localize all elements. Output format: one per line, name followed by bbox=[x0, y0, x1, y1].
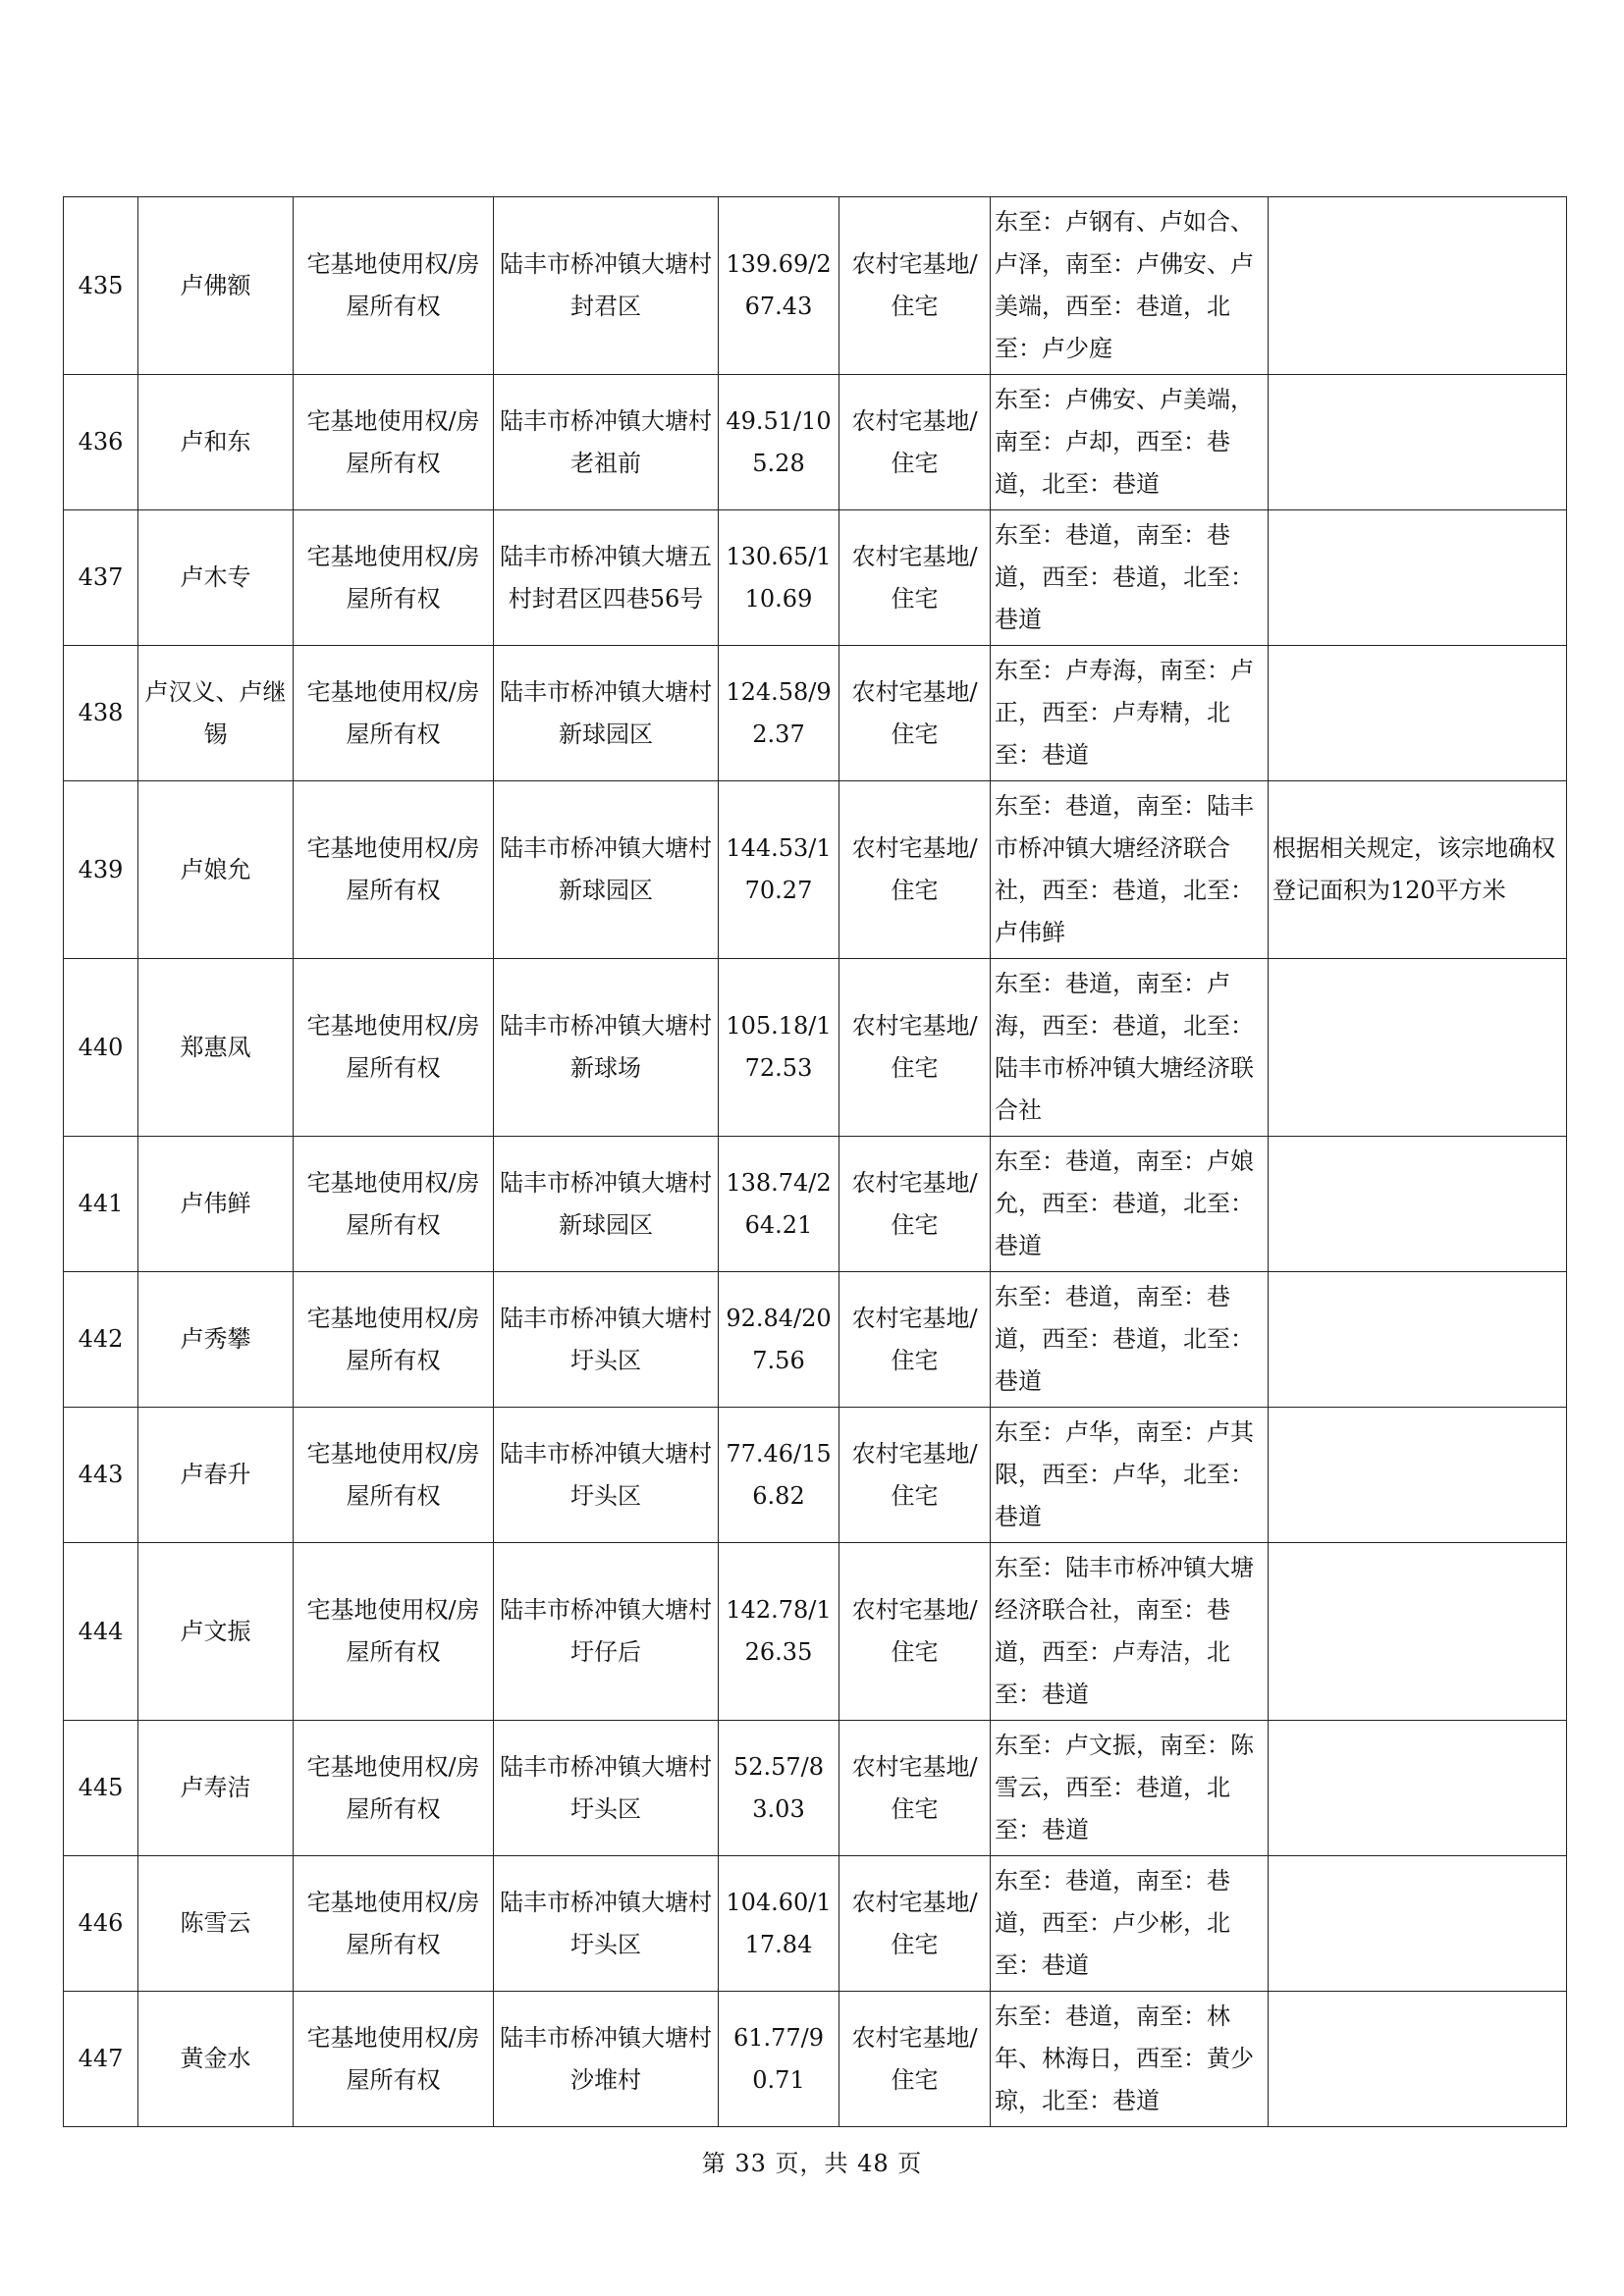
note-cell bbox=[1269, 1408, 1567, 1543]
land-use-cell: 农村宅基地/住宅 bbox=[839, 1721, 991, 1856]
record-number-cell: 445 bbox=[64, 1721, 138, 1856]
note-cell bbox=[1269, 1992, 1567, 2127]
record-number-cell: 442 bbox=[64, 1272, 138, 1408]
owner-name-cell: 卢文振 bbox=[138, 1543, 294, 1721]
boundary-cell: 东至：巷道，南至：林年、林海日，西至：黄少琼，北至：巷道 bbox=[991, 1992, 1269, 2127]
note-cell bbox=[1269, 375, 1567, 510]
note-cell bbox=[1269, 1856, 1567, 1992]
right-type-cell: 宅基地使用权/房屋所有权 bbox=[294, 1408, 494, 1543]
land-use-cell: 农村宅基地/住宅 bbox=[839, 1543, 991, 1721]
owner-name-cell: 卢木专 bbox=[138, 510, 294, 646]
area-cell: 142.78/126.35 bbox=[719, 1543, 839, 1721]
right-type-cell: 宅基地使用权/房屋所有权 bbox=[294, 1543, 494, 1721]
table-row bbox=[64, 1543, 1567, 1721]
table-row bbox=[64, 1272, 1567, 1408]
boundary-cell: 东至：巷道，南至：卢娘允，西至：巷道，北至：巷道 bbox=[991, 1137, 1269, 1272]
right-type-cell: 宅基地使用权/房屋所有权 bbox=[294, 1137, 494, 1272]
area-cell: 139.69/267.43 bbox=[719, 197, 839, 375]
location-cell: 陆丰市桥冲镇大塘村新球园区 bbox=[494, 646, 719, 781]
note-cell bbox=[1269, 1137, 1567, 1272]
location-cell: 陆丰市桥冲镇大塘村老祖前 bbox=[494, 375, 719, 510]
land-use-cell: 农村宅基地/住宅 bbox=[839, 375, 991, 510]
owner-name-cell: 卢娘允 bbox=[138, 781, 294, 959]
area-cell: 77.46/156.82 bbox=[719, 1408, 839, 1543]
boundary-cell: 东至：卢佛安、卢美端，南至：卢却，西至：巷道，北至：巷道 bbox=[991, 375, 1269, 510]
table-row bbox=[64, 959, 1567, 1137]
area-cell: 49.51/105.28 bbox=[719, 375, 839, 510]
owner-name-cell: 卢春升 bbox=[138, 1408, 294, 1543]
right-type-cell: 宅基地使用权/房屋所有权 bbox=[294, 1992, 494, 2127]
note-cell bbox=[1269, 1272, 1567, 1408]
right-type-cell: 宅基地使用权/房屋所有权 bbox=[294, 959, 494, 1137]
boundary-cell: 东至：巷道，南至：巷道，西至：卢少彬，北至：巷道 bbox=[991, 1856, 1269, 1992]
record-number-cell: 443 bbox=[64, 1408, 138, 1543]
area-cell: 124.58/92.37 bbox=[719, 646, 839, 781]
registry-table bbox=[63, 196, 1567, 2127]
record-number-cell: 446 bbox=[64, 1856, 138, 1992]
boundary-cell: 东至：卢文振，南至：陈雪云，西至：巷道，北至：巷道 bbox=[991, 1721, 1269, 1856]
land-use-cell: 农村宅基地/住宅 bbox=[839, 510, 991, 646]
owner-name-cell: 卢伟鲜 bbox=[138, 1137, 294, 1272]
land-use-cell: 农村宅基地/住宅 bbox=[839, 1992, 991, 2127]
record-number-cell: 440 bbox=[64, 959, 138, 1137]
right-type-cell: 宅基地使用权/房屋所有权 bbox=[294, 1856, 494, 1992]
right-type-cell: 宅基地使用权/房屋所有权 bbox=[294, 197, 494, 375]
location-cell: 陆丰市桥冲镇大塘村圩头区 bbox=[494, 1856, 719, 1992]
location-cell: 陆丰市桥冲镇大塘村新球园区 bbox=[494, 1137, 719, 1272]
table-row bbox=[64, 510, 1567, 646]
owner-name-cell: 陈雪云 bbox=[138, 1856, 294, 1992]
page-footer: 第 33 页，共 48 页 bbox=[701, 2150, 923, 2177]
note-cell bbox=[1269, 197, 1567, 375]
note-cell bbox=[1269, 1543, 1567, 1721]
boundary-cell: 东至：巷道，南至：陆丰市桥冲镇大塘经济联合社，西至：巷道，北至：卢伟鲜 bbox=[991, 781, 1269, 959]
area-cell: 61.77/90.71 bbox=[719, 1992, 839, 2127]
location-cell: 陆丰市桥冲镇大塘五村封君区四巷56号 bbox=[494, 510, 719, 646]
note-cell bbox=[1269, 646, 1567, 781]
land-use-cell: 农村宅基地/住宅 bbox=[839, 1408, 991, 1543]
record-number-cell: 437 bbox=[64, 510, 138, 646]
note-cell: 根据相关规定，该宗地确权登记面积为120平方米 bbox=[1269, 781, 1567, 959]
table-row bbox=[64, 197, 1567, 375]
record-number-cell: 444 bbox=[64, 1543, 138, 1721]
registry-table-body bbox=[64, 197, 1567, 2127]
right-type-cell: 宅基地使用权/房屋所有权 bbox=[294, 646, 494, 781]
owner-name-cell: 卢汉义、卢继锡 bbox=[138, 646, 294, 781]
location-cell: 陆丰市桥冲镇大塘村圩头区 bbox=[494, 1272, 719, 1408]
boundary-cell: 东至：卢寿海，南至：卢正，西至：卢寿精，北至：巷道 bbox=[991, 646, 1269, 781]
table-row bbox=[64, 646, 1567, 781]
boundary-cell: 东至：卢钢有、卢如合、卢泽，南至：卢佛安、卢美端，西至：巷道，北至：卢少庭 bbox=[991, 197, 1269, 375]
boundary-cell: 东至：巷道，南至：巷道，西至：巷道，北至：巷道 bbox=[991, 1272, 1269, 1408]
area-cell: 104.60/117.84 bbox=[719, 1856, 839, 1992]
owner-name-cell: 郑惠凤 bbox=[138, 959, 294, 1137]
area-cell: 130.65/110.69 bbox=[719, 510, 839, 646]
owner-name-cell: 卢佛额 bbox=[138, 197, 294, 375]
record-number-cell: 439 bbox=[64, 781, 138, 959]
table-row bbox=[64, 1721, 1567, 1856]
note-cell bbox=[1269, 959, 1567, 1137]
land-use-cell: 农村宅基地/住宅 bbox=[839, 197, 991, 375]
table-row bbox=[64, 375, 1567, 510]
right-type-cell: 宅基地使用权/房屋所有权 bbox=[294, 510, 494, 646]
right-type-cell: 宅基地使用权/房屋所有权 bbox=[294, 1272, 494, 1408]
note-cell bbox=[1269, 510, 1567, 646]
table-row bbox=[64, 1137, 1567, 1272]
area-cell: 92.84/207.56 bbox=[719, 1272, 839, 1408]
boundary-cell: 东至：卢华，南至：卢其限，西至：卢华，北至：巷道 bbox=[991, 1408, 1269, 1543]
boundary-cell: 东至：陆丰市桥冲镇大塘经济联合社，南至：巷道，西至：卢寿洁，北至：巷道 bbox=[991, 1543, 1269, 1721]
owner-name-cell: 卢秀攀 bbox=[138, 1272, 294, 1408]
owner-name-cell: 黄金水 bbox=[138, 1992, 294, 2127]
boundary-cell: 东至：巷道，南至：卢海，西至：巷道，北至：陆丰市桥冲镇大塘经济联合社 bbox=[991, 959, 1269, 1137]
land-use-cell: 农村宅基地/住宅 bbox=[839, 1856, 991, 1992]
location-cell: 陆丰市桥冲镇大塘村封君区 bbox=[494, 197, 719, 375]
owner-name-cell: 卢和东 bbox=[138, 375, 294, 510]
location-cell: 陆丰市桥冲镇大塘村圩头区 bbox=[494, 1408, 719, 1543]
note-cell bbox=[1269, 1721, 1567, 1856]
area-cell: 144.53/170.27 bbox=[719, 781, 839, 959]
owner-name-cell: 卢寿洁 bbox=[138, 1721, 294, 1856]
right-type-cell: 宅基地使用权/房屋所有权 bbox=[294, 1721, 494, 1856]
location-cell: 陆丰市桥冲镇大塘村新球场 bbox=[494, 959, 719, 1137]
land-use-cell: 农村宅基地/住宅 bbox=[839, 1272, 991, 1408]
record-number-cell: 441 bbox=[64, 1137, 138, 1272]
area-cell: 105.18/172.53 bbox=[719, 959, 839, 1137]
area-cell: 52.57/83.03 bbox=[719, 1721, 839, 1856]
area-cell: 138.74/264.21 bbox=[719, 1137, 839, 1272]
location-cell: 陆丰市桥冲镇大塘村新球园区 bbox=[494, 781, 719, 959]
table-row bbox=[64, 1408, 1567, 1543]
boundary-cell: 东至：巷道，南至：巷道，西至：巷道，北至：巷道 bbox=[991, 510, 1269, 646]
land-use-cell: 农村宅基地/住宅 bbox=[839, 959, 991, 1137]
record-number-cell: 435 bbox=[64, 197, 138, 375]
right-type-cell: 宅基地使用权/房屋所有权 bbox=[294, 781, 494, 959]
land-use-cell: 农村宅基地/住宅 bbox=[839, 781, 991, 959]
table-row bbox=[64, 1992, 1567, 2127]
record-number-cell: 436 bbox=[64, 375, 138, 510]
location-cell: 陆丰市桥冲镇大塘村沙堆村 bbox=[494, 1992, 719, 2127]
location-cell: 陆丰市桥冲镇大塘村圩头区 bbox=[494, 1721, 719, 1856]
table-row bbox=[64, 781, 1567, 959]
record-number-cell: 438 bbox=[64, 646, 138, 781]
land-use-cell: 农村宅基地/住宅 bbox=[839, 646, 991, 781]
record-number-cell: 447 bbox=[64, 1992, 138, 2127]
right-type-cell: 宅基地使用权/房屋所有权 bbox=[294, 375, 494, 510]
table-row bbox=[64, 1856, 1567, 1992]
location-cell: 陆丰市桥冲镇大塘村圩仔后 bbox=[494, 1543, 719, 1721]
land-use-cell: 农村宅基地/住宅 bbox=[839, 1137, 991, 1272]
